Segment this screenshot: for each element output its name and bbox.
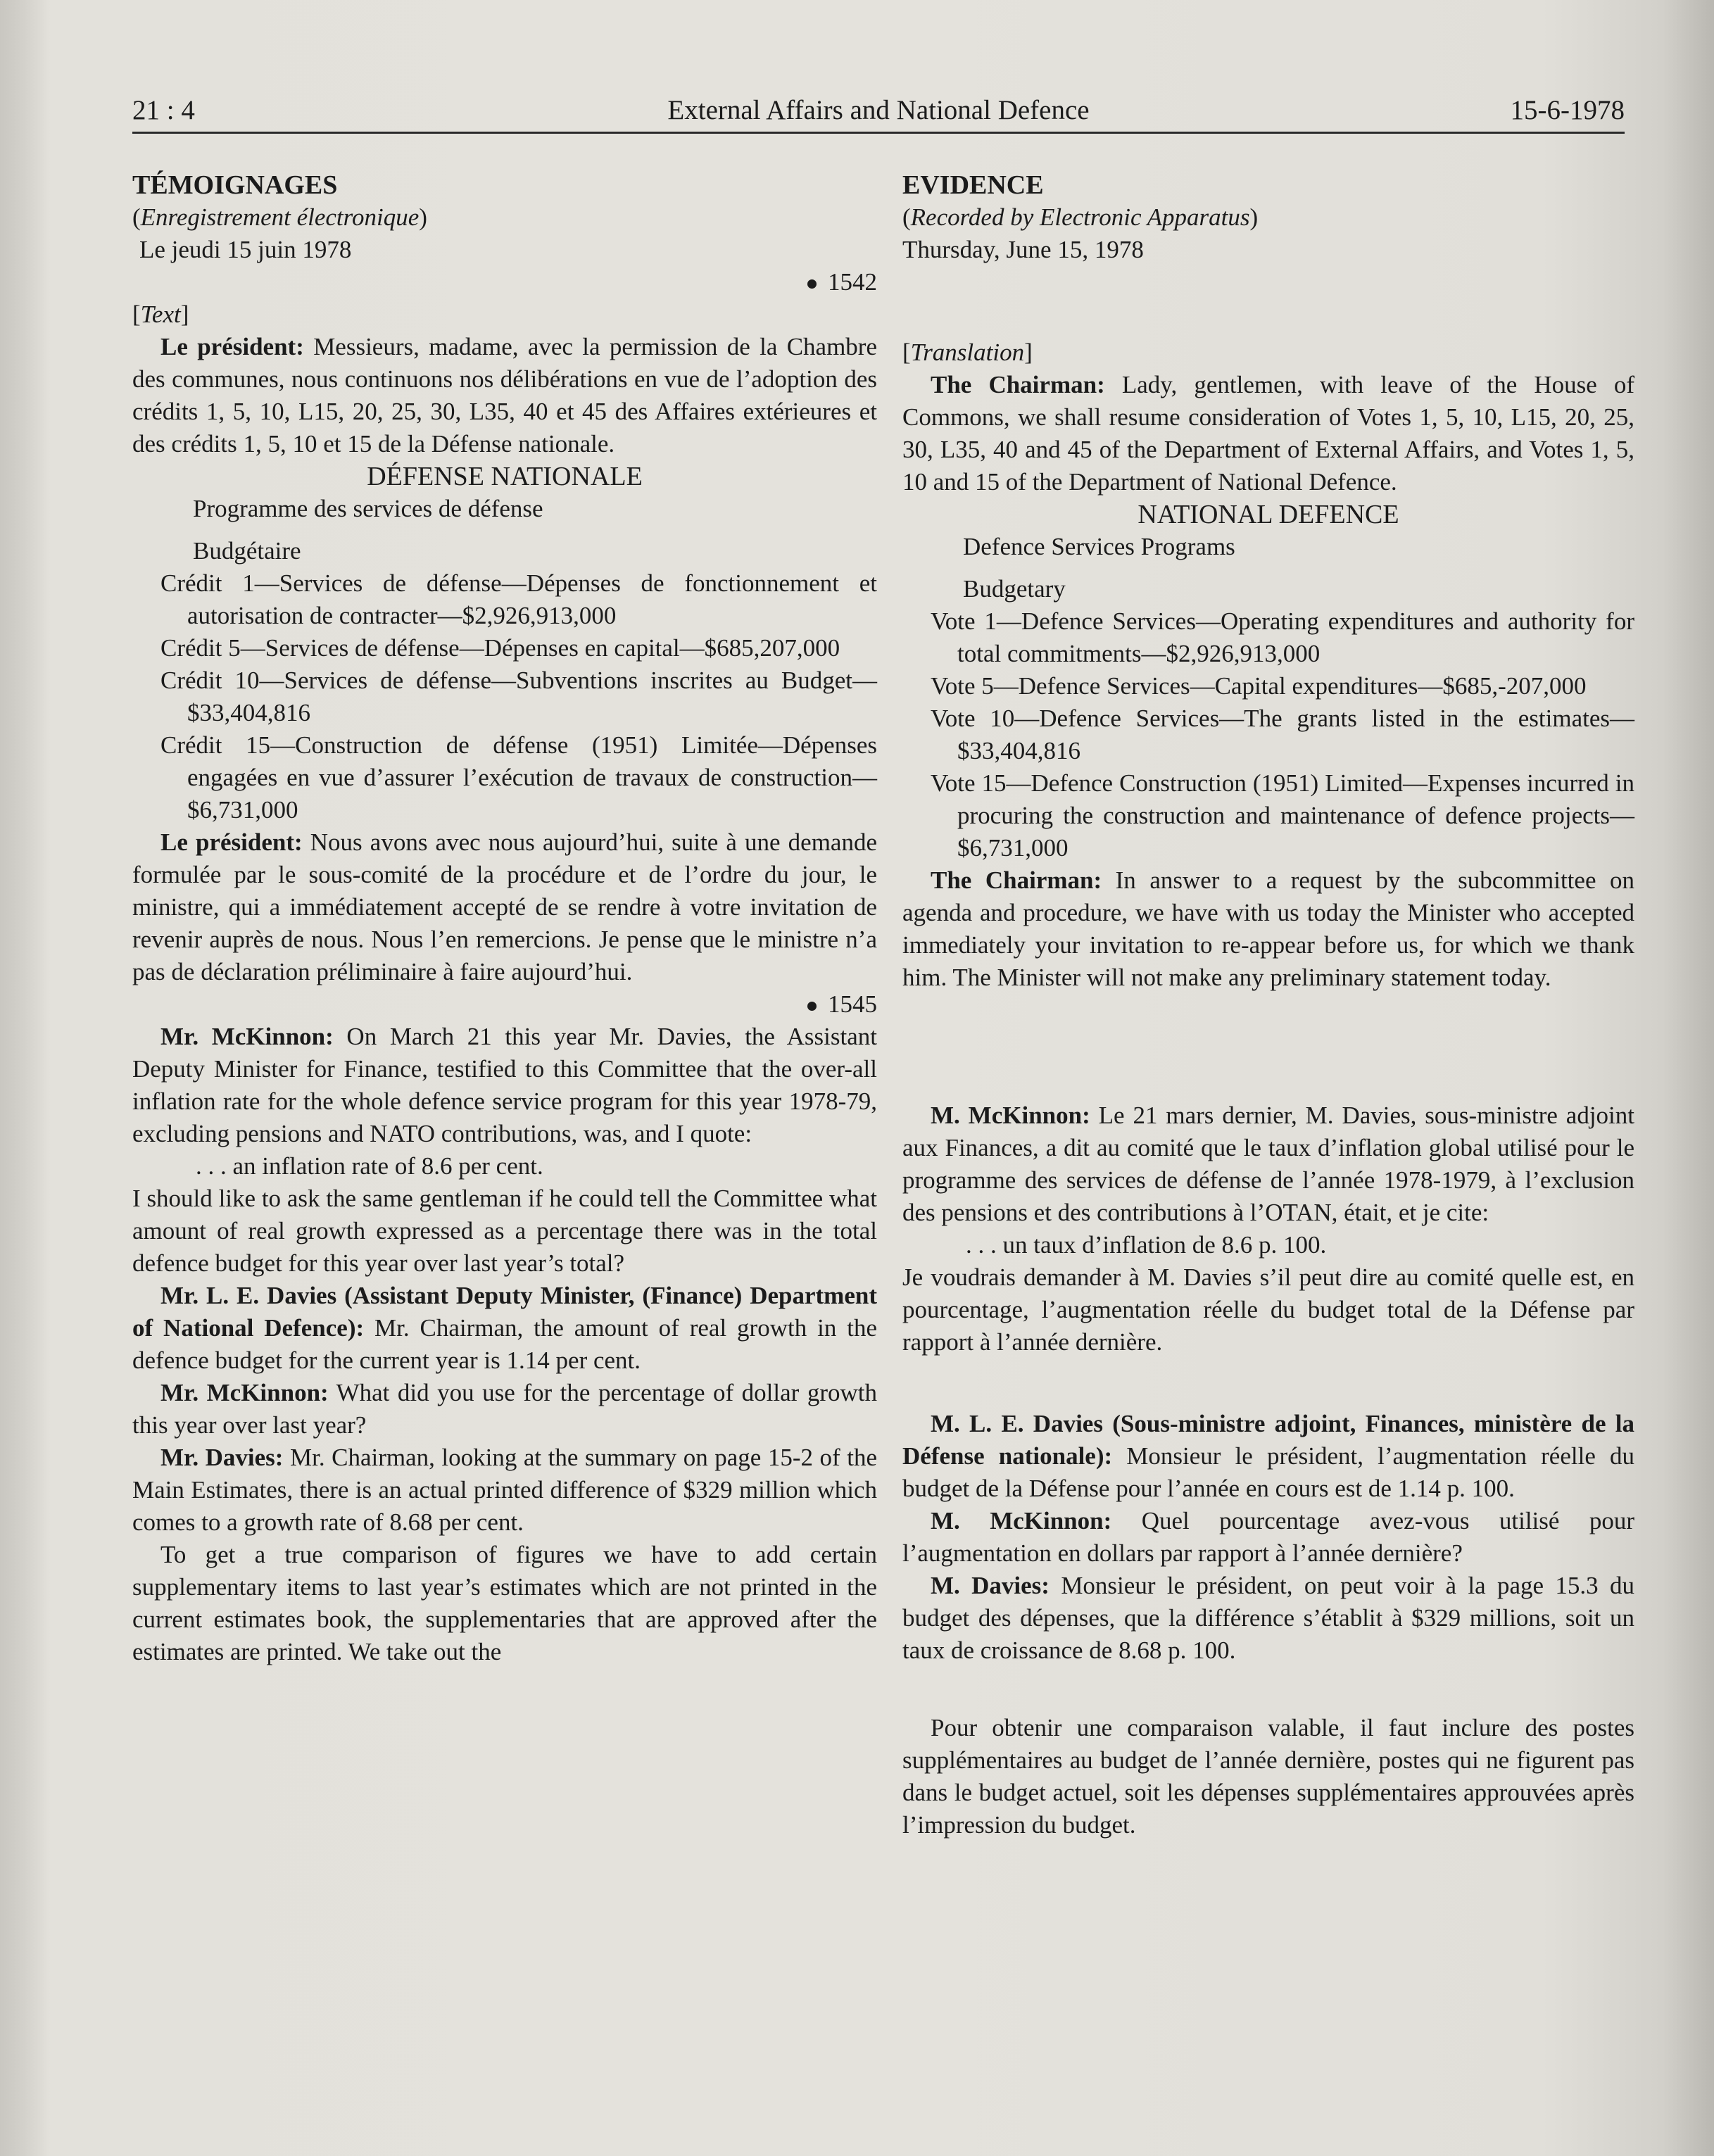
right-date-line: Thursday, June 15, 1978 [902, 236, 1144, 263]
paragraph-text: Lady, gentlemen, with leave of the House of Commons, we shall resume consideration of Votes 1, 5, 10, L15, 20, 25, 30, L35, 40 and 45 of the Department of External Affairs, and Votes 1, 5, 10 and 15 of the Department of National Defence. [902, 371, 1635, 496]
page-number: 21 : 4 [132, 95, 195, 125]
paragraph-text: Messieurs, madame, avec la permission de la Chambre des communes, nous continuons nos délibérations en vue de l’adoption des crédits 1, 5, 10, L15, 20, 25, 30, L35, 40 et 45 des Affaires extérieures et des crédits 1, 5, 10 et 15 de la Défense nationale. [132, 333, 877, 458]
speaker: Mr. McKinnon: [160, 1379, 329, 1406]
header-date: 15-6-1978 [1510, 95, 1625, 125]
left-budget: Budgétaire [193, 537, 301, 565]
left-time-marker-1 [132, 266, 877, 298]
left-vote-10: Crédit 10—Services de défense—Subventions inscrites au Budget—$33,404,816 [160, 667, 877, 726]
header-rule [132, 132, 1625, 134]
right-budget: Budgetary [963, 575, 1066, 603]
left-paragraph-5 [132, 1280, 877, 1377]
paragraph-text: Mr. Chairman, looking at the summary on page 15-2 of the Main Estimates, there is an actual printed difference of $329 million which comes to a growth rate of 8.68 per cent. [132, 1444, 877, 1536]
left-vote-15: Crédit 15—Construction de défense (1951) Limitée—Dépenses engagées en vue d’assurer l’exécution de travaux de construction—$6,731,000 [160, 731, 877, 824]
left-time-marker-2 [132, 988, 877, 1021]
right-vote-10: Vote 10—Defence Services—The grants listed in the estimates—$33,404,816 [931, 705, 1634, 764]
right-vote-15: Vote 15—Defence Construction (1951) Limited—Expenses incurred in procuring the construction and maintenance of defence projects—$6,731,000 [931, 769, 1634, 862]
left-recorded: Enregistrement électronique [140, 203, 420, 231]
right-paragraph-8: Pour obtenir une comparaison valable, il faut inclure des postes supplémentaires au budget de l’année dernière, postes qui ne figurent pas dans le budget actuel, soit les dépenses supplémentaires approuvées après l’impression du budget. [902, 1714, 1634, 1839]
paragraph-text: What did you use for the percentage of dollar growth this year over last year? [132, 1379, 877, 1439]
bullet-icon [807, 279, 817, 289]
speaker: Mr. McKinnon: [160, 1023, 334, 1050]
left-paragraph-4: I should like to ask the same gentleman if he could tell the Committee what amount of real growth expressed as a percentage there was in the total defence budget for this year over last year’s total? [132, 1185, 877, 1277]
left-column [132, 169, 877, 1668]
right-vote-5: Vote 5—Defence Services—Capital expenditures—$685,-207,000 [931, 672, 1587, 700]
speaker: The Chairman: [931, 866, 1102, 894]
left-paragraph-7 [132, 1442, 877, 1539]
left-text-label: Text [140, 301, 181, 328]
left-quote: . . . an inflation rate of 8.6 per cent. [196, 1152, 543, 1180]
speaker: Mr. Davies: [160, 1444, 284, 1471]
right-program: Defence Services Programs [963, 533, 1235, 560]
right-column [902, 169, 1634, 1841]
right-paragraph-3 [902, 1099, 1634, 1229]
speaker: M. L. E. Davies (Sous-ministre adjoint, Finances, ministère de la Défense nationale): [902, 1410, 1634, 1470]
speaker: M. Davies: [931, 1572, 1050, 1599]
left-vote-5: Crédit 5—Services de défense—Dépenses en capital—$685,207,000 [160, 634, 840, 662]
paragraph-text: Quel pourcentage avez-vous utilisé pour l’augmentation en dollars par rapport à l’année dernière? [902, 1507, 1635, 1567]
left-date-line: Le jeudi 15 juin 1978 [139, 236, 352, 263]
right-section-heading: NATIONAL DEFENCE [1138, 500, 1399, 529]
bullet-icon [807, 1002, 817, 1011]
page-edge-shadow [0, 0, 49, 2156]
left-paragraph-6 [132, 1377, 877, 1442]
right-paragraph-6 [902, 1505, 1634, 1570]
right-vote-1: Vote 1—Defence Services—Operating expenditures and authority for total commitments—$2,926,913,000 [931, 607, 1634, 667]
right-paragraph-4: Je voudrais demander à M. Davies s’il peut dire au comité quelle est, en pourcentage, l’augmentation réelle du budget total de la Défense par rapport à l’année dernière. [902, 1263, 1634, 1356]
right-paragraph-5 [902, 1408, 1634, 1505]
paragraph-text: On March 21 this year Mr. Davies, the Assistant Deputy Minister for Finance, testified to this Committee that the over-all inflation rate for the whole defence service program for this year 1978-79, excluding pensions and NATO contributions, was, and I quote: [132, 1023, 877, 1147]
right-paragraph-2 [902, 864, 1634, 994]
paragraph-text: Nous avons avec nous aujourd’hui, suite à une demande formulée par le sous-comité de la procédure et de l’ordre du jour, le ministre, qui a immédiatement accepté de se rendre à votre invitation de revenir auprès de nous. Nous l’en remercions. Je pense que le ministre n’a pas de déclaration préliminaire à faire aujourd’hui. [132, 828, 878, 985]
right-translation-label: Translation [910, 339, 1025, 366]
left-vote-1: Crédit 1—Services de défense—Dépenses de fonctionnement et autorisation de contracter—$2,926,913,000 [160, 569, 877, 629]
speaker: Mr. L. E. Davies (Assistant Deputy Minister, (Finance) Department of National Defence): [132, 1282, 877, 1342]
right-quote: . . . un taux d’inflation de 8.6 p. 100. [966, 1231, 1327, 1259]
left-section-heading: DÉFENSE NATIONALE [367, 462, 643, 491]
left-heading: TÉMOIGNAGES [132, 170, 338, 200]
left-paragraph-1 [132, 331, 877, 460]
left-text-label-line: [Text] [132, 301, 189, 328]
paragraph-text: Monsieur le président, l’augmentation réelle du budget de la Défense pour l’année en cours est de 1.14 p. 100. [902, 1442, 1634, 1502]
left-recorded-line: (Enregistrement électronique) [132, 203, 427, 231]
left-program: Programme des services de défense [193, 495, 543, 522]
paragraph-text: Monsieur le président, on peut voir à la page 15.3 du budget des dépenses, que la différence s’établit à $329 millions, soit un taux de croissance de 8.68 p. 100. [902, 1572, 1634, 1664]
speaker: M. McKinnon: [931, 1102, 1090, 1129]
left-paragraph-8: To get a true comparison of figures we have to add certain supplementary items to last year’s estimates which are not printed in the current estimates book, the supplementaries that are approved after the estimates are printed. We take out the [132, 1541, 877, 1665]
paragraph-text: Le 21 mars dernier, M. Davies, sous-ministre adjoint aux Finances, a dit au comité que le taux d’inflation global utilisé pour le programme des services de défense de l’année 1978-1979, à l’exclusion des pensions et des contributions à l’OTAN, était, et je cite: [902, 1102, 1635, 1226]
right-recorded-line: (Recorded by Electronic Apparatus) [902, 203, 1259, 231]
speaker: The Chairman: [931, 371, 1105, 398]
right-paragraph-1 [902, 369, 1634, 498]
header-title: External Affairs and National Defence [667, 95, 1090, 125]
left-time-2: 1545 [828, 990, 877, 1018]
paragraph-text: Mr. Chairman, the amount of real growth in the defence budget for the current year is 1.14 per cent. [132, 1314, 877, 1374]
running-header [132, 92, 1625, 134]
speaker: Le président: [160, 828, 303, 856]
right-paragraph-7 [902, 1570, 1634, 1667]
right-heading: EVIDENCE [902, 170, 1044, 200]
left-paragraph-3 [132, 1021, 877, 1150]
left-time-1: 1542 [828, 268, 877, 296]
speaker: Le président: [160, 333, 304, 360]
speaker: M. McKinnon: [931, 1507, 1112, 1534]
right-translation-label-line: [Translation] [902, 339, 1033, 366]
left-paragraph-2 [132, 826, 877, 988]
right-recorded: Recorded by Electronic Apparatus [910, 203, 1250, 231]
paragraph-text: In answer to a request by the subcommittee on agenda and procedure, we have with us today the Minister who accepted immediately your invitation to re-appear before us, for which we thank him. The Minister will not make any preliminary statement today. [902, 866, 1634, 991]
